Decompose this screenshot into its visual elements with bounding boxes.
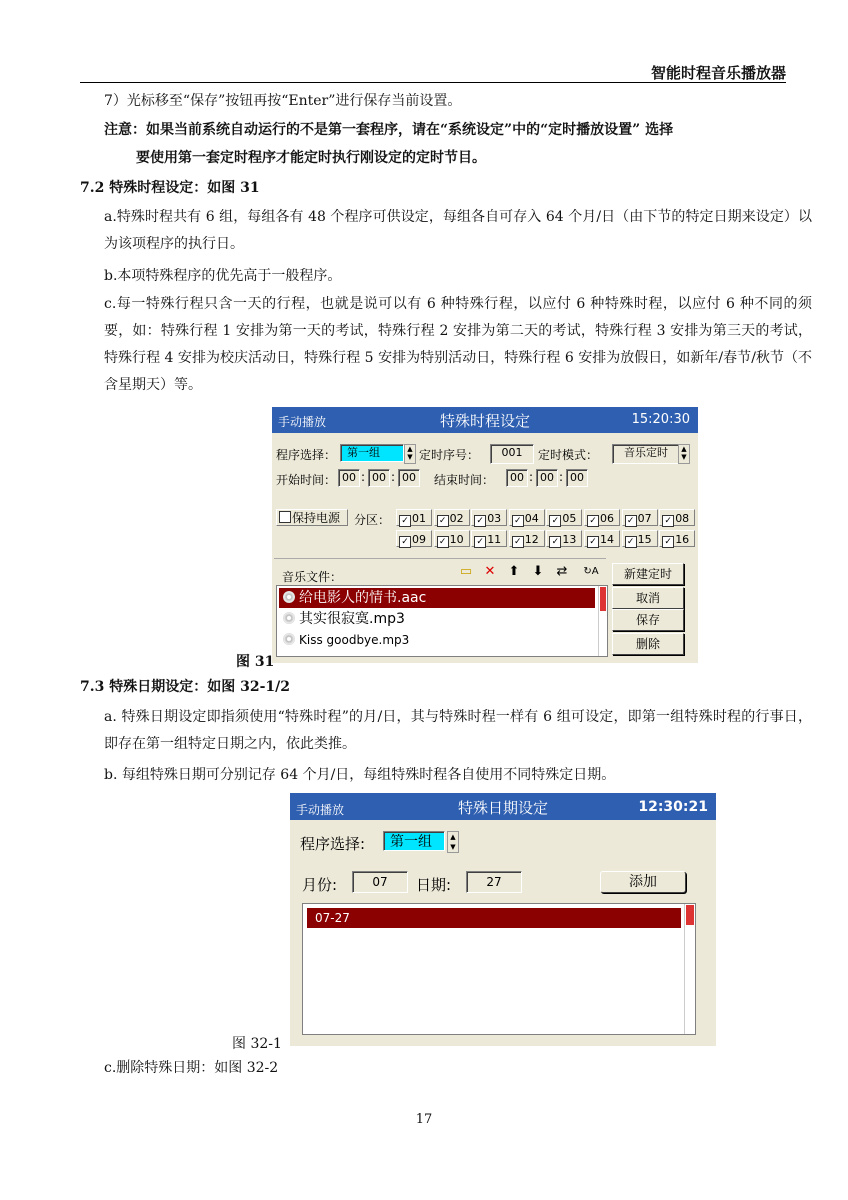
note-line-1: 注意：如果当前系统自动运行的不是第一套程序，请在“系统设定”中的“定时播放设置” 选择: [104, 122, 674, 138]
zone-label: 分区：: [354, 513, 391, 527]
swap-icon[interactable]: ⇄: [556, 564, 568, 579]
program-select-label: 程序选择:: [300, 835, 366, 853]
special-date-screen: [290, 793, 716, 1046]
start-second[interactable]: 00: [398, 469, 420, 487]
new-schedule-button[interactable]: 新建定时: [612, 563, 684, 585]
seq-field[interactable]: 001: [490, 444, 534, 464]
check-icon: ✓: [512, 515, 524, 527]
manual-play-label[interactable]: 手动播放: [278, 415, 327, 429]
seq-label: 定时序号：: [419, 448, 480, 462]
check-icon: ✓: [625, 536, 637, 548]
zone-checkbox[interactable]: ✓ 04: [509, 509, 545, 526]
start-hour[interactable]: 00: [338, 469, 360, 487]
folder-icon[interactable]: ▭: [459, 564, 473, 579]
end-minute[interactable]: 00: [536, 469, 558, 487]
arrow-up-icon[interactable]: ⬆: [508, 564, 520, 579]
zone-checkbox[interactable]: ✓ 15: [622, 530, 658, 547]
running-header: 智能时程音乐播放器: [650, 64, 786, 82]
zone-checkbox[interactable]: ✓ 12: [509, 530, 545, 547]
check-icon: ✓: [437, 515, 449, 527]
check-icon: ✓: [399, 515, 411, 527]
disc-icon: [283, 633, 295, 645]
clock: 15:20:30: [631, 412, 690, 427]
zone-checkbox[interactable]: ✓ 01: [396, 509, 432, 526]
music-file-list[interactable]: [276, 585, 608, 657]
check-icon: ✓: [474, 515, 486, 527]
checkbox-icon: [279, 511, 291, 523]
section-7-2-a: a.特殊时程共有 6 组，每组各有 48 个程序可供设定，每组各自可存入 64 个月/日（由下节的特定日期来设定）以为该项程序的执行日。: [104, 209, 812, 252]
end-second[interactable]: 00: [566, 469, 588, 487]
title-bar: [290, 793, 716, 820]
delete-button[interactable]: 删除: [612, 633, 684, 655]
start-time-label: 开始时间：: [276, 473, 337, 487]
manual-play-label[interactable]: 手动播放: [296, 803, 345, 817]
check-icon: ✓: [512, 536, 524, 548]
day-field[interactable]: 27: [466, 871, 522, 893]
section-7-3-b: b. 每组特殊日期可分别记存 64 个月/日，每组特殊时程各自使用不同特殊定日期。: [104, 767, 616, 783]
zone-checkbox[interactable]: ✓ 08: [659, 509, 695, 526]
scrollbar[interactable]: [598, 586, 607, 656]
program-spinner[interactable]: ▲ ▼: [447, 831, 459, 853]
scrollbar[interactable]: [684, 904, 695, 1034]
music-file-label: 音乐文件：: [282, 570, 343, 584]
section-7-2-c: c.每一特殊行程只含一天的行程，也就是说可以有 6 种特殊行程，以应付 6 种特殊时程，以应付 6 种不同的须要，如：特殊行程 1 安排为第一天的考试，特殊行程 2 安排为第二天的考试，特殊行程 3 安排为第三天的考试，特殊行程 4 安排为校庆活动日，特殊行程 5 安排为特别活动日，特殊行程 6 安排为放假日，如新年/春节/秋节（不含星期天）等。: [104, 296, 812, 393]
save-button[interactable]: 保存: [612, 609, 684, 631]
end-time-label: 结束时间：: [434, 473, 495, 487]
zone-checkbox[interactable]: ✓ 16: [659, 530, 695, 547]
mode-spinner[interactable]: ▲ ▼: [678, 444, 690, 464]
special-schedule-screen: 手动播放 特殊时程设定 15:20:30 程序选择： 第一组 ▲ ▼ 定时序号： 001 定时模式： 音乐定时 ▲ ▼ 开始时间： 00 : 00 : 00 结束时间： 00 : 00 : 00 保持电源 分区： ✓ 01 ✓ 02 ✓ 03 ✓ 04 ✓ 05 ✓ 06 ✓ 07 ✓ 08 ✓ 09 ✓ 10 ✓ 11 ✓ 12 ✓ 13 ✓ 14 ✓ 15 ✓ 16 音乐文件： ▭ ✕ ⬆ ⬇ ⇄ ↻A 给电影人的情书.aac 其实很寂寞.mp3 Kiss goodbye.mp3 新建定时 取消 保存 删除: [272, 407, 698, 663]
check-icon: ✓: [587, 536, 599, 548]
check-icon: ✓: [587, 515, 599, 527]
check-icon: ✓: [662, 536, 674, 548]
month-label: 月份:: [302, 876, 338, 894]
list-item[interactable]: Kiss goodbye.mp3: [279, 630, 595, 650]
section-7-3-a: a. 特殊日期设定即指须使用“特殊时程”的月/日，其与特殊时程一样有 6 组可设定，即第一组特殊时程的行事日，即存在第一组特定日期之内，依此类推。: [104, 709, 812, 752]
month-field[interactable]: 07: [352, 871, 408, 893]
disc-icon: [283, 591, 295, 603]
loop-icon[interactable]: ↻A: [583, 566, 599, 577]
header-rule: [80, 82, 786, 83]
date-list[interactable]: [302, 903, 696, 1035]
start-minute[interactable]: 00: [368, 469, 390, 487]
zone-checkbox[interactable]: ✓ 10: [434, 530, 470, 547]
mode-label: 定时模式：: [538, 448, 599, 462]
zone-checkbox[interactable]: ✓ 11: [471, 530, 507, 547]
list-item[interactable]: 07-27: [307, 908, 681, 928]
arrow-down-icon[interactable]: ⬇: [532, 564, 544, 579]
check-icon: ✓: [549, 536, 561, 548]
scrollbar-thumb[interactable]: [600, 587, 606, 611]
check-icon: ✓: [549, 515, 561, 527]
program-spinner[interactable]: ▲ ▼: [404, 444, 416, 464]
check-icon: ✓: [474, 536, 486, 548]
title-bar: [272, 407, 698, 433]
figure-31-caption: 图 31: [236, 654, 275, 670]
delete-x-icon[interactable]: ✕: [484, 564, 496, 579]
zone-checkbox[interactable]: ✓ 07: [622, 509, 658, 526]
cancel-button[interactable]: 取消: [612, 587, 684, 609]
step-7-text: 7）光标移至“保存”按钮再按“Enter”进行保存当前设置。: [104, 93, 462, 109]
screen-title: 特殊时程设定: [439, 412, 530, 430]
zone-checkbox[interactable]: ✓ 03: [471, 509, 507, 526]
check-icon: ✓: [625, 515, 637, 527]
day-label: 日期:: [416, 876, 452, 894]
check-icon: ✓: [662, 515, 674, 527]
program-select-label: 程序选择：: [276, 448, 337, 462]
zone-checkbox[interactable]: ✓ 02: [434, 509, 470, 526]
list-item[interactable]: 给电影人的情书.aac: [279, 588, 595, 608]
keep-power-checkbox[interactable]: 保持电源: [276, 509, 348, 526]
scrollbar-thumb[interactable]: [686, 905, 694, 925]
note-line-2: 要使用第一套定时程序才能定时执行刚设定的定时节目。: [136, 150, 486, 166]
delete-date-text: c.删除特殊日期：如图 32-2: [104, 1060, 279, 1076]
zone-checkbox[interactable]: ✓ 14: [584, 530, 620, 547]
file-toolbar: [456, 563, 606, 581]
mode-select[interactable]: 音乐定时: [612, 444, 680, 464]
zone-checkbox[interactable]: ✓ 06: [584, 509, 620, 526]
check-icon: ✓: [437, 536, 449, 548]
list-item[interactable]: 其实很寂寞.mp3: [279, 609, 595, 629]
disc-icon: [283, 612, 295, 624]
zone-checkbox[interactable]: ✓ 05: [546, 509, 582, 526]
zone-checkbox[interactable]: ✓ 09: [396, 530, 432, 547]
page-number: 17: [415, 1112, 433, 1127]
figure-32-1-caption: 图 32-1: [232, 1036, 282, 1052]
zone-checkbox[interactable]: ✓ 13: [546, 530, 582, 547]
program-select[interactable]: 第一组: [383, 831, 445, 851]
end-hour[interactable]: 00: [506, 469, 528, 487]
program-select[interactable]: 第一组: [340, 444, 404, 462]
clock: 12:30:21: [638, 799, 708, 815]
screen-title: 特殊日期设定: [457, 799, 548, 817]
section-7-3-heading: 7.3 特殊日期设定：如图 32-1/2: [80, 679, 290, 695]
add-button[interactable]: 添加: [600, 871, 686, 893]
section-7-2-b: b.本项特殊程序的优先高于一般程序。: [104, 268, 342, 284]
section-7-2-heading: 7.2 特殊时程设定：如图 31: [80, 180, 260, 196]
check-icon: ✓: [399, 536, 411, 548]
